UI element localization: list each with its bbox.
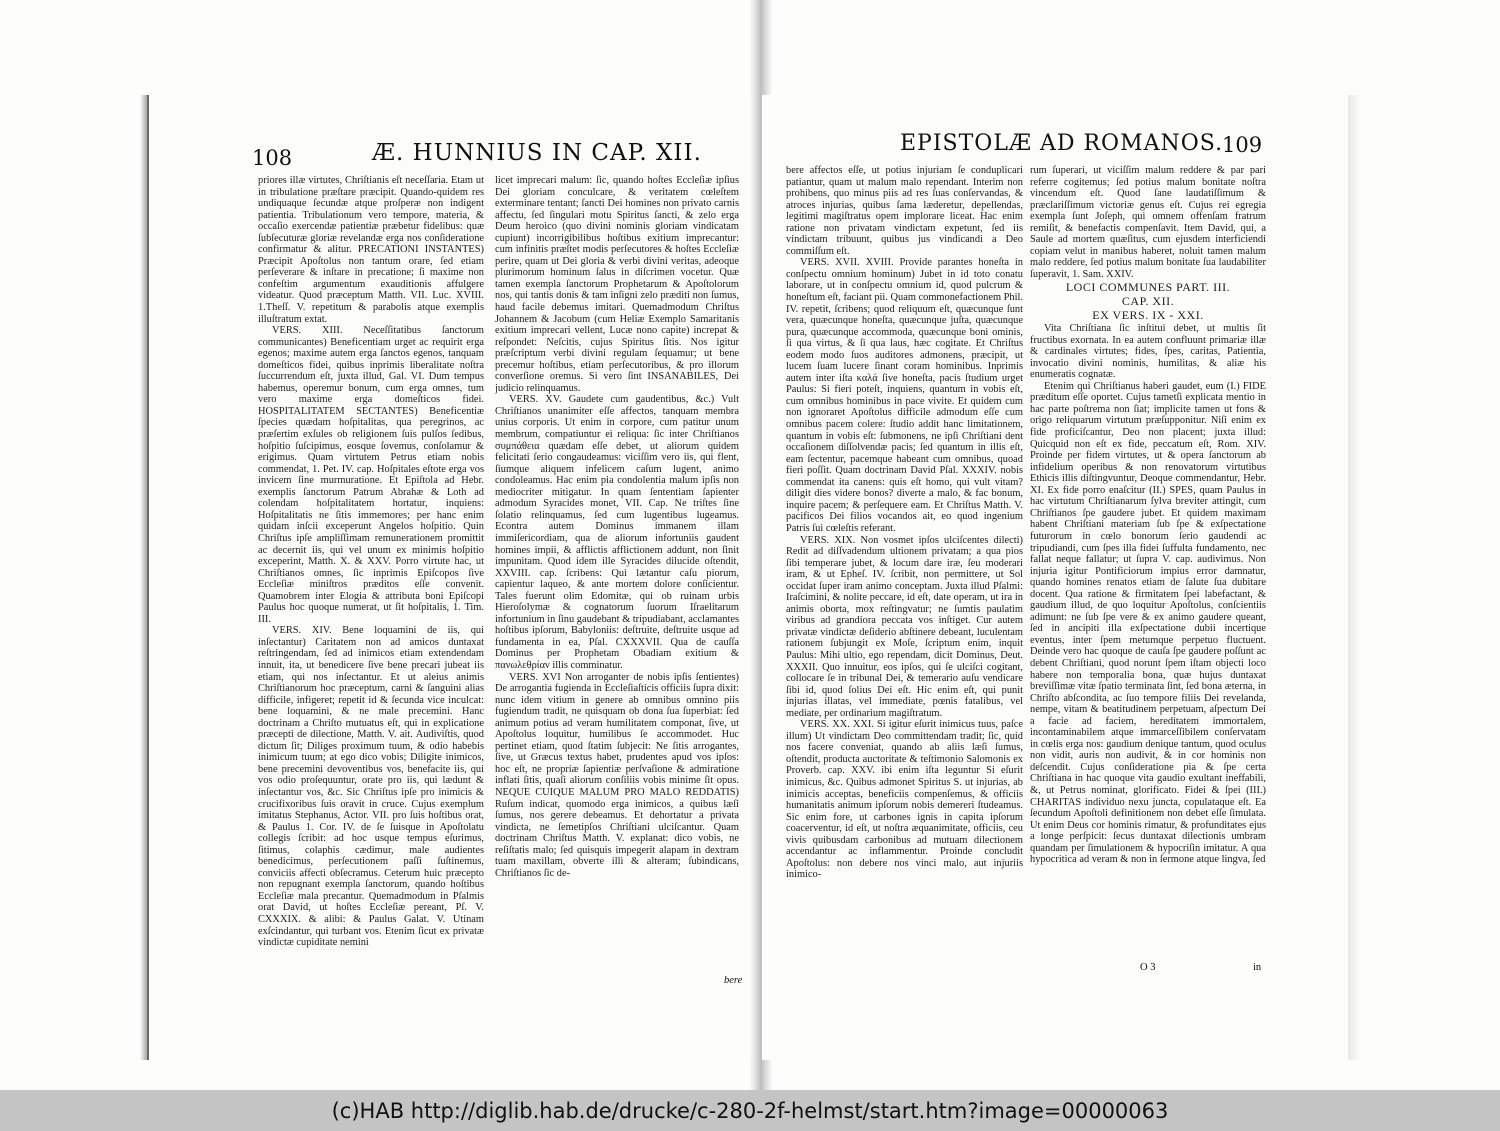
- loci-heading: LOCI COMMUNES PART. III.: [1065, 280, 1231, 295]
- right-column-2: [1030, 165, 1266, 969]
- vers-heading: EX VERS. IX - XXI.: [1092, 307, 1204, 322]
- paragraph: licet imprecari malum: ſic, quando hoſtes Eccleſiæ ipſius Dei gloriam conculcare, & veritatem cœleſtem exterminare tentant; ſancti Dei homines non privato carnis affectu, ſed ſingulari motu Spiritus ſancti, & zelo erga Deum heroico (quo divini nominis gloriam vindicatam cupiunt) incorrigibilibus hoſtibus exitium imprecantur: cum infinitis præſtet modis perſecutores & hoſtes Eccleſiæ perire, quam ut Dei gloria & verbi divini veritas, adeoque plurimorum hominum ſalus in diſcrimen vocetur. Quæ tamen exempla ſanctorum Prophetarum & Apoſtolorum nos, qui tantis donis & tam inſigni zelo præditi non ſumus, haud facile debemus imitari. Quemadmodum Chriſtus Johannem & Jacobum (cum Heliæ Exemplo Samaritanis exitium imprecari vellent, Lucæ nono capite) increpat & reſpondet: Neſcitis, cujus Spiritus ſitis. Nos igitur præſcriptum verbi divini regulam ſequamur; ut bene precemur hoſtibus, etiam perſecutoribus, & pro illorum converſione oremus. Si vero ſint INSANABILES, Dei judicio relinquamus.: [495, 175, 739, 394]
- attribution-text: (c)HAB http://diglib.hab.de/drucke/c-280-2f-helmst/start.htm?image=00000063: [331, 1098, 1169, 1123]
- paragraph: VERS. XIII. Neceſſitatibus ſanctorum communicantes) Beneficentiam urget ac requirit erga egenos; maxime autem erga ſanctos egenos, tanquam domeſticos fidei, quibus inprimis liberalitate noſtra ſuccurrendum eſt, juxta illud, Gal. VI. Dum tempus habemus, operemur bonum, cum erga omnes, tum vero maxime erga domeſticos fidei. HOSPITALITATEM SECTANTES) Beneficentiæ ſpecies quædam hoſpitalitas, qua peregrinos, ac præſertim exſules ob religionem ſuis pulſos ſedibus, hoſpitio ſuſcipimus, eosque ſovemus, conſolamur & erigimus. Quam virtutem Petrus etiam nobis commendat, 1. Pet. IV. cap. Hoſpitales eſtote erga vos invicem ſine murmuratione. Et Epiſtola ad Hebr. exemplis ſanctorum Patrum Abrahæ & Loth ad colendam hoſpitalitatem hortatur, inquiens: Hoſpitalitatis ne ſitis immemores; per hanc enim quidam inſcii exceperunt Angelos hoſpitio. Quin Chriſtus ipſe ampliſſimam remunerationem promittit ac decernit iis, qui vel unum ex minimis hoſpitio exceperint, Matth. X. & XXV. Porro virtute hac, ut Chriſtianos omnes, ſic inprimis Epiſcopos ſive Eccleſiæ miniſtros præditos eſſe convenit. Quamobrem inter Elogia & attributa boni Epiſcopi Paulus hoc quoque numerat, ut ſit hoſpitalis, 1. Tim. III.: [258, 325, 484, 625]
- right-page-edge: [1348, 95, 1362, 1060]
- paragraph: priores illæ virtutes, Chriſtianis eſt neceſſaria. Etam ut in tribulatione præſtare præcipit. Quando-quidem res undiquaque ſecundæ atque proſperæ non indigent patientia. Tribulationum vero tempore, materia, & occaſio exercendæ patientiæ præbetur fidelibus: quæ ſubſecuturæ gloriæ revelandæ erga nos conſideratione confirmatur & alitur. PRECATIONI INSTANTES) Præcipit Apoſtolus non tantum orare, ſed etiam perſeverare & inſtare in precatione; ſi maxime non confeſtim argumentum exauditionis affulgere videatur. Quod præceptum Matth. VII. Luc. XVIII. 1.Theſſ. V. repetitum & parabolis atque exemplis illuſtratum extat.: [258, 175, 484, 325]
- paragraph: VERS. XIV. Bene loquamini de iis, qui inſectantur) Caritatem non ad amicos duntaxat reſtringendam, ſed ad inimicos etiam extendendam innuit, ita, ut benedicere ſive bene precari jubeat iis etiam, qui nos inſectantur. Et ut aleius animis Chriſtianorum hoc præceptum, carni & ſanguini alias difficile, infigeret; repetit id & ſecunda vice inculcat: bene loquamini, & ne male precemini. Hanc doctrinam a Chriſto mutuatus eſt, qui in explicatione præcepti de dilectione, Matth. V. ait. Audiviſtis, quod dictum ſit; Diliges proximum tuum, & odio habebis inimicum tuum; at ego dico vobis; Diligite inimicos, bene precemini devoventibus vos, benefacite iis, qui vos odio proſequuntur, orate pro iis, qui lædunt & inſectantur vos, &c. Sic Chriſtus ipſe pro inimicis & crucifixoribus ſuis oravit in cruce. Cujus exemplum imitatus Stephanus, Actor. VII. pro ſuis hoſtibus orat, & Paulus 1. Cor. IV. de ſe ſuisque in Apoſtolatu collegis ſcribit: ad hoc usque tempus eſurimus, ſitimus, colaphis cædimur, male audientes benedicimus, perſecutionem paſſi ſuſtinemus, conviciis affecti obſecramus. Ceterum huic præcepto non repugnant exempla ſanctorum, quando hoſtibus Eccleſiæ mala precantur. Quemadmodum in Pſalmis orat David, ut hoſtes Eccleſiæ pereant, Pſ. V. CXXXIX. & alibi: & Paulus Galat. V. Utinam exſcindantur, qui turbant vos. Etenim ſicut ex privatæ vindictæ cupiditate nemini: [258, 625, 484, 949]
- right-running-head: EPISTOLÆ AD ROMANOS.: [900, 131, 1224, 156]
- left-column-1: [258, 175, 484, 975]
- paragraph: Etenim qui Chriſtianus haberi gaudet, eum (I.) FIDE præditum eſſe oportet. Cujus tametſi explicata mentio in hac parte poſtrema non ſiat; implicite tamen ut fons & origo reliquarum virtutum præſupponitur. Niſi enim ex fide proficiſcantur, Deo non placent; juxta illud: Quicquid non eſt ex fide, peccatum eſt, Rom. XIV. Proinde per fidem virtutes, ut & opera ſanctorum ab infidelium operibus & non renovatorum virtutibus Ethicis illis diſtingvuntur, Deoque commendantur, Hebr. XI. Ex fide porro enaſcitur (II.) SPES, quam Paulus in hac virtutum Chriſtianarum ſylva breviter attingit, cum Chriſtianos ſpe gaudere jubet. Et quidem maximam habent Chriſtiani materiam ſub ſpe & exſpectatione futurorum in cœlo bonorum ſerio gaudendi ac tripudiandi, cum ſpes illa fidei ſuffulta fundamento, nec fallat neque fallatur; ut ſupra V. cap. audivimus. Non injuria igitur Pontificiorum impius error damnatur, quando homines renatos etiam de ſalute ſua dubitare docent. Qua ratione & firmitatem ſpei labefactant, & gaudium illud, de quo loquitur Apoſtolus, conſcientiis adimunt: ne ſub ſpe vere & ex animo gaudere queant, ſed in ancipiti illa exſpectatione dubii incertique eventus, inter ſpem metumque perpetuo fluctuent. Deinde vero hac quoque de cauſa ſpe gaudere poſſunt ac debent Chriſtiani, quod norunt ſpem iſtam objecti loco habere non temporalia bona, quæ hujus duntaxat breviſſimæ vitæ ſpatio terminata ſint, ſed bona æterna, in Chriſto abſcondita, ac ſuo tempore filiis Dei revelanda, nempe, vitam & beatitudinem perpetuam, aſpectum Dei a facie ad faciem, hereditatem immortalem, incontaminabilem atque immarceſſibilem conſervatam in cœlis erga nos: gaudium denique tantum, quod oculus non vidit, auris non audivit, & in cor hominis non deſcendit. Cujus conſideratione pia & ſpe certa Chriſtiana in hac quoque vita gaudio exultant ineffabili, &, ut Petrus nominat, glorificato. Fidei & ſpei (III.) CHARITAS individuo nexu juncta, copulataque eſt. Ea ſecundum Apoſtoli definitionem non debet eſſe ſimulata. Ut enim Deus cor hominis rimatur, & profunditates ejus a longe perſpicit: ſecus duntaxat dilectionis umbram quandam per ſimulationem & hypocriſin imitatur. A qua hypocritica ad veram & non in ſermone atque lingva, ſed: [1030, 380, 1266, 866]
- paragraph: VERS. XX. XXI. Si igitur eſurit inimicus tuus, paſce illum) Ut vindictam Deo committendam tradit; ſic, quid nos facere conveniat, quando ab aliis læſi ſumus, oſtendit, producta auctoritate & teſtimonio Salomonis ex Proverb. cap. XXV. ibi enim iſta leguntur Si eſurit inimicus, &c. Quibus admonet Spiritus S. ut injurias, ab inimicis acceptas, beneficiis compenſemus, & officiis humanitatis animum ipſorum nobis demereri ſtudeamus. Sic enim fore, ut carbones ignis in capita ipſorum coacerventur, id eſt, ut noſtra æquanimitate, officiis, ceu vivis quibusdam carbonibus ad mutuam dilectionem accendantur ac inflammentur. Proinde concludit Apoſtolus: non debere nos vinci malo, aut injuriis inimico-: [786, 719, 1023, 881]
- right-column-2-intro: [1030, 165, 1266, 280]
- cap-heading: CAP. XII.: [1121, 294, 1175, 309]
- right-catchword: in: [1253, 962, 1262, 973]
- right-page-number: 109: [1222, 133, 1263, 157]
- paragraph: rum ſuperari, ut viciſſim malum reddere & par pari referre cogitemus; ſed potius malum bonitate noſtra vincendum eſt. Quod ſane laudatiſſimum & præclariſſimum victoriæ genus eſt. Cujus rei egregia exempla ſunt Joſeph, qui omnem offenſam fratrum remiſit, & benefactis compenſavit. Item David, qui, a Saule ad mortem quæſitus, cum ejusdem interficiendi copiam velut in manibus haberet, noluit tamen malum malo reddere, ſed potius malum bonitate ſua laudabiliter ſuperavit, 1. Sam. XXIV.: [1030, 165, 1266, 280]
- paragraph: VERS. XVII. XVIII. Provide parantes honeſta in conſpectu omnium hominum) Jubet in id toto conatu laborare, ut in conſpectu omnium id, quod pulcrum & honeſtum eſt, faciant pii. Quam commonefactionem Phil. IV. repetit, ſcribens; quod reliquum eſt, quæcunque ſunt vera, quæcunque honeſta, quæcunque juſta, quæcunque pura, quæcunque accommoda, quæcunque boni ominis, ſi qua virtus, & ſi qua laus, hæc cogitate. Et Chriſtus eodem modo ſuos auditores admonens, præcipit, ut lucem ſuam lucere ſinant coram hominibus. Inprimis autem inter iſta καλά ſive honeſta, pacis ſtudium urget Paulus: Si fieri poteſt, inquiens, quantum in vobis eſt, cum omnibus hominibus in pace vivite. Et quidem cum non ignoraret Apoſtolus difficile admodum eſſe cum omnibus pacem colere: ſtudio addit hanc limitationem, quantum in vobis eſt: ſubmonens, ne ipſi Chriſtiani dent occaſionem diſſolvendæ pacis; ſed quantum in illis eſt, eam ſectentur, pacemque habeant cum omnibus, quoad fieri poſſit. Quam doctrinam David Pſal. XXXIV. nobis commendat ita canens: quis eſt homo, qui vult vitam? diligit dies videre bonos? diverte a malo, & fac bonum, inquire pacem; & perſequere eam. Et Chriſtus Matth. V. pacificos Dei filios vocandos ait, eo quod ingenium Patris ſui cœleſtis referant.: [786, 257, 1023, 534]
- left-page-number: 108: [252, 146, 293, 170]
- paragraph: VERS. XV. Gaudete cum gaudentibus, &c.) Vult Chriſtianos unanimiter eſſe affectos, tanquam membra unius corporis. Ut enim in corpore, cum patitur unum membrum, compatiuntur ei reliqua: ſic inter Chriſtianos συμπάθεια quædam eſſe debet, ut aliorum quidem felicitati ſerio congaudeamus: viciſſim vero iis, qui flent, ſiumque aliquem infelicem caſum lugent, animo condoleamus. Hac enim pia condolentia malum ipſis non mediocriter mitigatur. In quam ſententiam ſapienter admodum Syracides monet, VII. Cap. Ne triſtes ſine ſolatio relinquamus, ſed cum lugentibus lugeamus. Econtra autem Dominus immanem illam immiſericordiam, qua de aliorum infortuniis gaudent homines impii, & afflictis afflictionem addunt, non ſinit impunitam. Quod idem ille Syracides dilucide oſtendit, XXVIII. cap. ſcribens: Qui lætantur caſu piorum, capientur laqueo, & ante mortem dolore conſicientur. Tales fuerunt olim Edomitæ, qui ob ruinam urbis Hieroſolymæ & cognatorum ſuorum Iſraelitarum infortunium in ſinu gaudebant & tripudiabant, acclamantes hoſtibus ipſorum, Babyloniis: deſtruite, deſtruite usque ad fundamenta in ea, Pſal. CXXXVII. Qua de cauſſa Dominus per Prophetam Obadiam exitium & πανωλεθρίαν illis comminatur.: [495, 394, 739, 671]
- paragraph: bere affectos eſſe, ut potius injuriam ſe conduplicari patiantur, quam ut malum malo rependant. Interim non prohibens, quo minus piis ad res ſuas conſervandas, & atroces injurias, quibus ſama læderetur, depellendas, legitimi magiſtratus opem implorare liceat. Hac enim ratione non privatam vindictam expetunt, ſed iis vindictam tribuunt, quibus jus vindicandi a Deo commiſſum eſt.: [786, 165, 1023, 257]
- right-column-2-body: [1030, 323, 1266, 866]
- paragraph: Vita Chriſtiana ſic inſtitui debet, ut multis ſit fructibus exornata. In ea autem confluunt primariæ illæ & cardinales virtutes; fides, ſpes, caritas, Patientia, invocatio divini nominis, humilitas, & aliæ his enumeratis cognatæ.: [1030, 323, 1266, 381]
- left-running-head: Æ. HUNNIUS IN CAP. XII.: [372, 140, 702, 166]
- right-column-1: [786, 165, 1023, 967]
- attribution-bar: [0, 1090, 1500, 1131]
- paragraph: VERS. XIX. Non vosmet ipſos ulciſcentes dilecti) Redit ad diſſvadendum ultionem privatam; a qua pios ſibi temperare jubet, & locum dare iræ, ſeu moderari iram, & ut Epheſ. IV. ſcribit, non permittere, ut Sol occidat ſuper iram animo conceptam. Juxta illud Pſalmi: Iraſcimini, & nolite peccare, id eſt, date operam, ut ira in animis oborta, mox reſtingvatur; ne ſumtis paulatim viribus ad grandiora peccata vos inſtiget. Cur autem privatæ vindictæ deſiderio abſtinere debeant, luculentam rationem ſubjungit ex Moſe, ſcriptum enim, inquit Paulus: Mihi ultio, ego rependam, dicit Dominus, Deut. XXXII. Quo innuitur, eos ipſos, qui ſe ulciſci cogitant, collocare ſe in tribunal Dei, & temerario auſu vendicare ſibi id, quod ſolius Dei eſt. Hic enim eſt, qui punit injurias illatas, vel immediate, pœnis fatalibus, vel mediate, per ordinarium magiſtratum.: [786, 534, 1023, 719]
- left-column-2: [495, 175, 739, 975]
- signature-mark: O 3: [1140, 962, 1156, 973]
- left-catchword: bere: [724, 975, 743, 986]
- paragraph: VERS. XVI Non arroganter de nobis ipſis ſentientes) De arrogantia fugienda in Eccleſiaſticis officiis ſupra dixit: nunc idem vitium in genere ab omnibus omnino piis fugiendum tradit, ne quisquam ob dona ſua ſuperbiat: ſed animum potius ad veram humilitatem componat, ſive, ut Apoſtolus loquitur, humilibus ſe accommodet. Huc pertinet etiam, quod ſtatim ſubjecit: Ne ſitis arrogantes, ſive, ut Græcus textus habet, prudentes apud vos ipſos: hoc eſt, ne propriæ ſapientiæ perſvaſione & admiratione inflati ſitis, quaſi aliorum conſiliis vobis minime ſit opus. NEQUE CUIQUE MALUM PRO MALO REDDATIS) Ruſum indicat, quomodo erga inimicos, a quibus læſi ſumus, nos gerere debeamus. Et dehortatur a privata vindicta, ne ſemetipſos Chriſtiani ulciſcantur. Quam doctrinam Chriſtus Matth. V. explanat: dico vobis, ne reſiſtatis malo; ſed quisquis impegerit alapam in dextram tuam maxillam, obverte illi & alteram; ſubindicans, Chriſtianos ſic de-: [495, 671, 739, 879]
